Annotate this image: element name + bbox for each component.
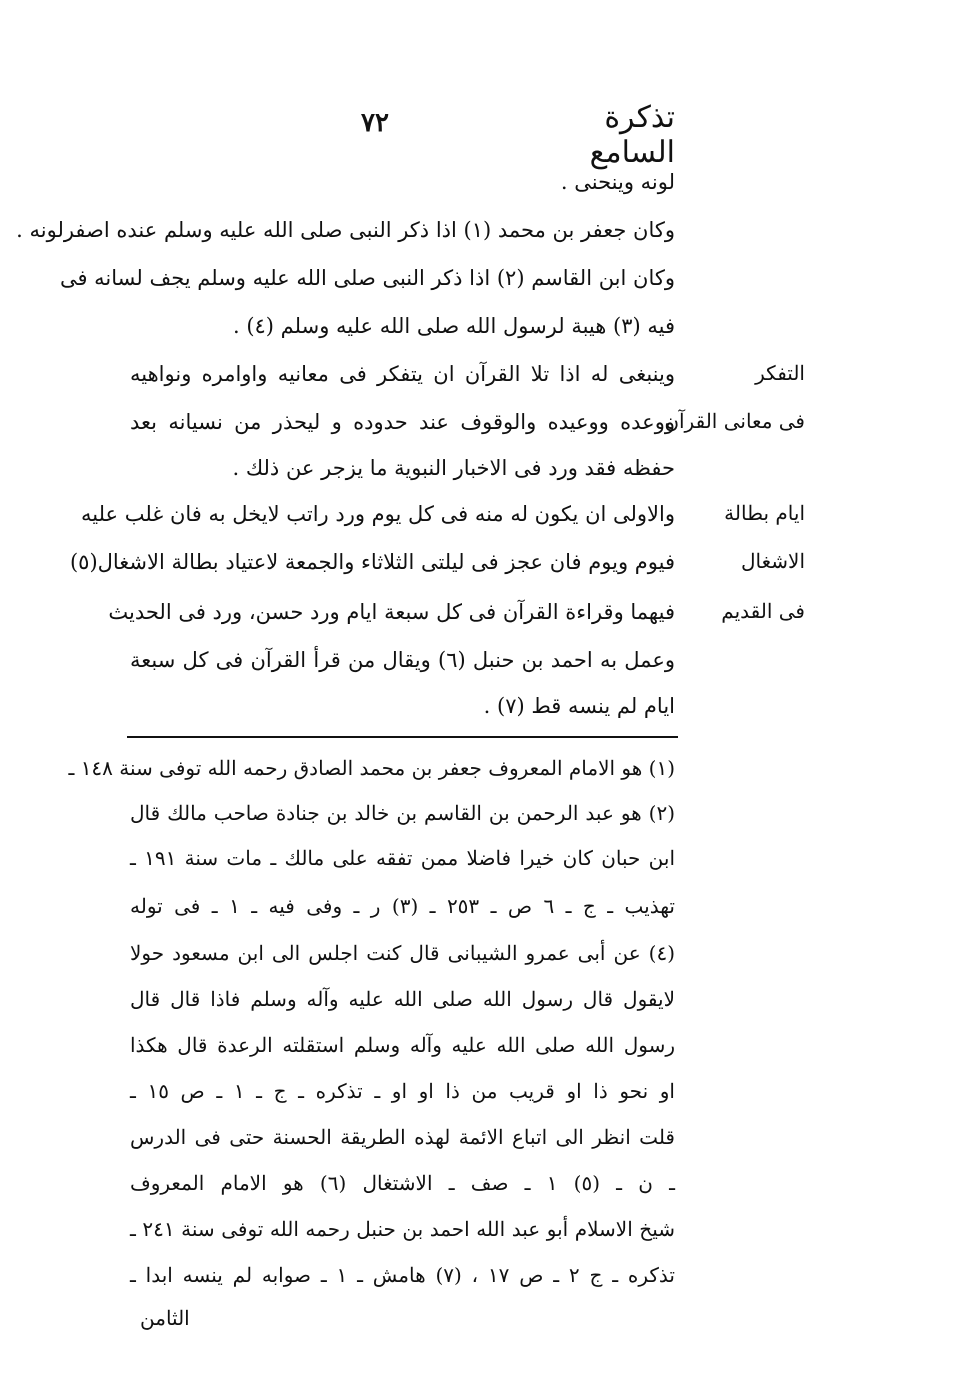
footnote-line: تهذيب ـ ج ـ ٦ ص ـ ٢٥٣ ـ (٣) ر ـ وفى فيه ـ ١ ـ فى توله [130,894,675,918]
margin-note: فى معانى القرآن [664,409,805,433]
running-header-title: تذكرة السامع [589,100,675,170]
body-line: وينبغى له اذا تلا القرآن ان يتفكر فى معانيه واوامره ونواهيه [130,362,675,386]
footnote-line: تذكره ـ ج ٢ ـ ص ١٧ ، (٧) هامش ـ ١ ـ صوابه لم ينسه ابدا ـ [130,1263,675,1287]
body-line: فيوم ويوم فان عجز فى ليلتى الثلاثاء والجمعة لاعتياد بطالة الاشغال(٥) [69,550,675,574]
body-line: وكان ابن القاسم (٢) اذا ذكر النبى صلى الله عليه وسلم يجف لسانه فى [59,266,675,290]
footnote-separator [127,736,678,738]
body-line: وكان جعفر بن محمد (١) اذا ذكر النبى صلى الله عليه وسلم عنده اصفرلونه . [16,218,675,242]
body-line: ووعده ووعيده والوقوف عند حدوده و ليحذر من نسيانه بعد [130,410,675,434]
footnote-line: (١) هو الامام المعروف جعفر بن محمد الصادق رحمه الله توفى سنة ١٤٨ ـ [68,756,675,780]
body-line: لونه وينحنى . [560,170,675,194]
footnote-line: ـ ن ـ (٥) ١ ـ صف ـ الاشتغال (٦) هو الامام المعروف [130,1171,675,1195]
footnote-line: (٢) هو عبد الرحمن بن القاسم بن خالد بن جنادة صاحب مالك قال [130,801,675,825]
body-line: حفظه فقد ورد فى الاخبار النبوية ما يزجر عن ذلك . [232,456,675,480]
footnote-line: رسول الله صلى الله عليه وآله وسلم استقلته الرعدة قال هكذا [130,1033,675,1057]
catchword: الثامن [140,1306,190,1330]
body-line: وعمل به احمد بن حنبل (٦) ويقال من قرأ القرآن فى كل سبعة [130,648,675,672]
body-line: والاولى ان يكون له منه فى كل يوم ورد راتب لايخل به فان غلب عليه [80,502,675,526]
body-line: فيه (٣) هيبة لرسول الله صلى الله عليه وسلم (٤) . [232,314,675,338]
margin-note: التفكر [755,361,805,385]
page-number: ٧٢ [361,108,389,138]
footnote-line: او نحو ذا او قريب من ذا او او ـ تذكره ـ ج ـ ١ ـ ص ١٥ ـ [130,1079,675,1103]
footnote-line: شيخ الاسلام أبو عبد الله احمد بن حنبل رحمه الله توفى سنة ٢٤١ ـ [130,1217,676,1241]
footnote-line: ابن حبان كان خيرا فاضلا ممن تفقه على مالك ـ مات سنة ١٩١ ـ [130,846,676,870]
body-line: فيهما وقراءة القرآن فى كل سبعة ايام ورد حسن، ورد فى الحديث [108,600,675,624]
footnote-line: قلت انظر الى اتباع الائمة لهذه الطريقة الحسنة حتى فى الدرس [130,1125,675,1149]
margin-note: الاشغال [741,549,805,573]
margin-note: ايام بطالة [724,501,805,525]
body-line: ايام لم ينسه قط (٧) . [483,694,675,718]
footnote-line: لايقول قال رسول الله صلى الله عليه وآله وسلم فاذا قال قال [130,987,675,1011]
margin-note: فى القديم [721,599,805,623]
footnote-line: (٤) عن أبى عمرو الشيبانى قال كنت اجلس الى ابن مسعود حولا [130,941,675,965]
